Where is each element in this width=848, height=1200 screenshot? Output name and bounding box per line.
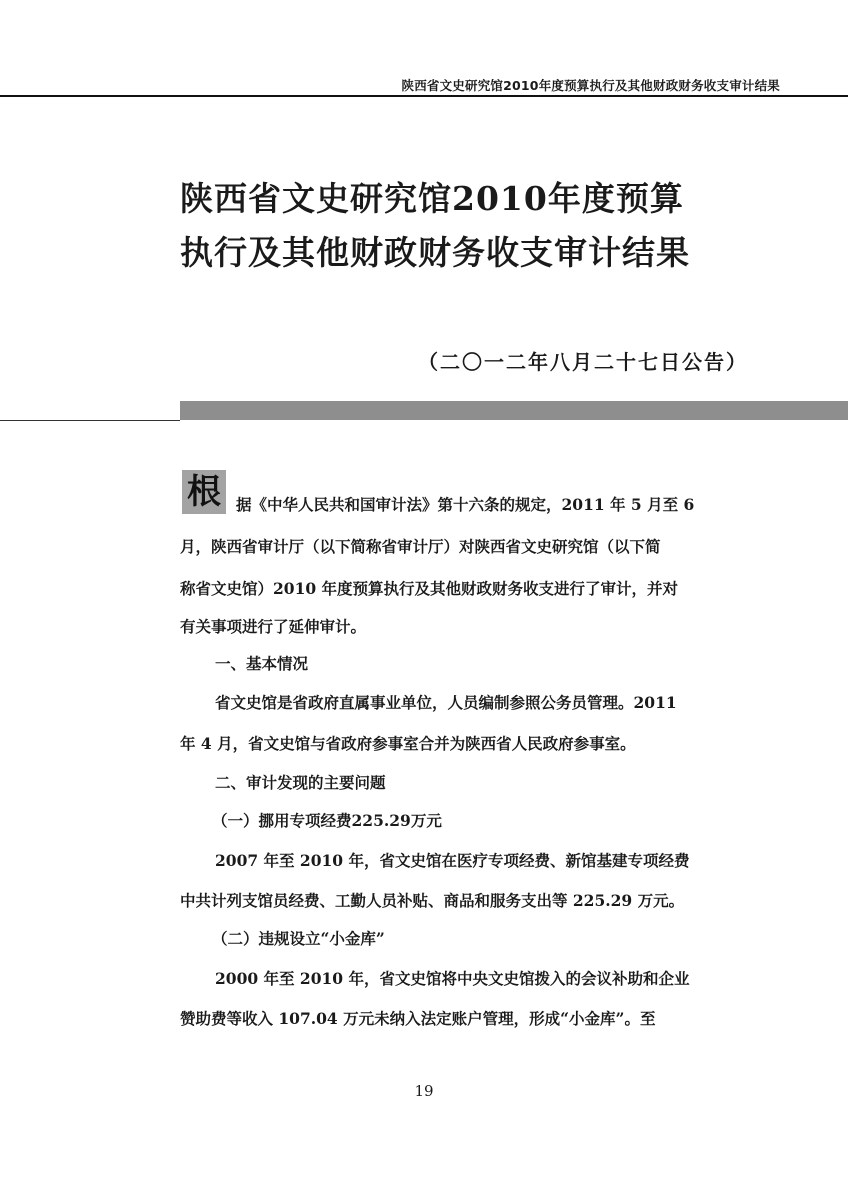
body-line: 赞助费等收入 107.04 万元未纳入法定账户管理，形成“小金库”。至 <box>180 1009 656 1028</box>
subsection-heading: （一）挪用专项经费225.29万元 <box>212 811 442 830</box>
header-rule <box>0 95 848 97</box>
body-line: 省文史馆是省政府直属事业单位，人员编制参照公务员管理。2011 <box>215 693 677 712</box>
section-heading: 一、基本情况 <box>215 654 309 673</box>
body-line: 2007 年至 2010 年，省文史馆在医疗专项经费、新馆基建专项经费 <box>215 851 690 870</box>
gray-band-divider <box>180 401 848 420</box>
document-title <box>180 172 780 280</box>
page-number: 19 <box>414 1082 434 1100</box>
running-header: 陕西省文史研究馆2010年度预算执行及其他财政财务收支审计结果 <box>401 78 780 93</box>
body-line: 月，陕西省审计厅（以下简称省审计厅）对陕西省文史研究馆（以下简 <box>180 537 661 556</box>
thin-rule-divider <box>0 420 180 421</box>
body-line: 2000 年至 2010 年，省文史馆将中央文史馆拨入的会议补助和企业 <box>215 969 690 988</box>
body-line: 中共计列支馆员经费、工勤人员补贴、商品和服务支出等 225.29 万元。 <box>180 891 685 910</box>
subsection-heading: （二）违规设立“小金库” <box>212 929 385 948</box>
body-line: 有关事项进行了延伸审计。 <box>180 617 367 636</box>
drop-cap: 根 <box>182 470 226 514</box>
section-heading: 二、审计发现的主要问题 <box>215 773 386 792</box>
body-line: 据《中华人民共和国审计法》第十六条的规定，2011 年 5 月至 6 <box>236 495 695 514</box>
title-line-1: 陕西省文史研究馆2010年度预算 <box>180 179 684 218</box>
body-line: 年 4 月，省文史馆与省政府参事室合并为陕西省人民政府参事室。 <box>180 734 636 753</box>
title-line-2: 执行及其他财政财务收支审计结果 <box>180 233 690 272</box>
announcement-date: （二〇一二年八月二十七日公告） <box>418 350 748 374</box>
body-line: 称省文史馆）2010 年度预算执行及其他财政财务收支进行了审计，并对 <box>180 579 679 598</box>
